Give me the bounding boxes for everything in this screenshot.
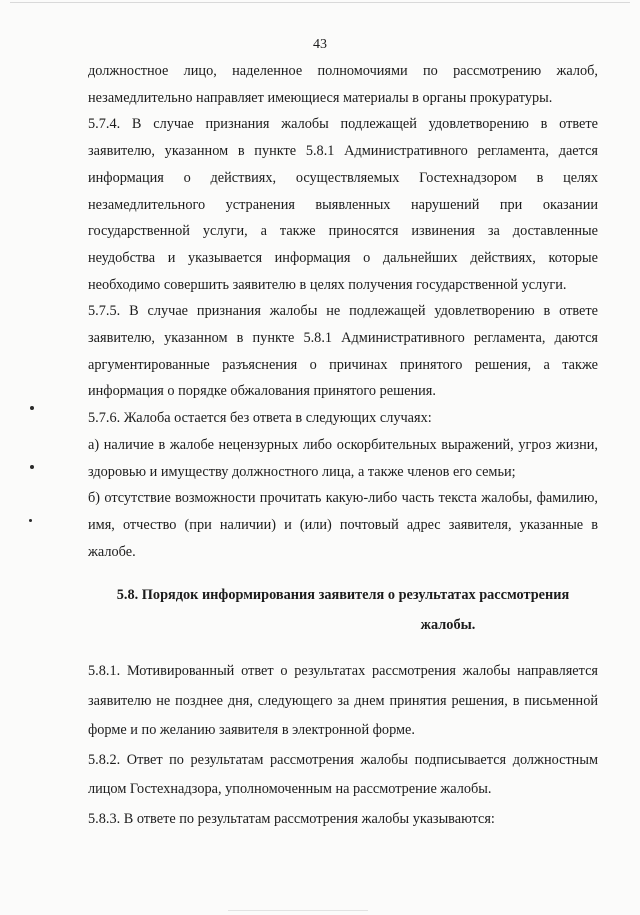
paragraph-5-8-2: 5.8.2. Ответ по результатам рассмотрения жалобы подписывается должностным лицом Гостехнадзора, уполномоченным на рассмотрение жалобы. <box>88 751 598 798</box>
paragraph-item-a: а) наличие в жалобе нецензурных либо оскорбительных выражений, угроз жизни, здоровью и имуществу должностного лица, а также членов его семьи; <box>88 436 598 480</box>
section-heading-line2: жалобы. <box>420 617 476 634</box>
paragraph-5-7-6: 5.7.6. Жалоба остается без ответа в следующих случаях: <box>88 410 432 427</box>
scan-speck <box>29 519 32 522</box>
bottom-scan-edge <box>228 910 368 911</box>
paragraph-5-8-1: 5.8.1. Мотивированный ответ о результатах рассмотрения жалобы направляется заявителю не позднее дня, следующего за днем принятия решения, в письменной форме и по желанию заявителя в электронной форме. <box>88 663 598 739</box>
paragraph-5-8-3: 5.8.3. В ответе по результатам рассмотрения жалобы указываются: <box>88 810 495 827</box>
section-heading-line1: 5.8. Порядок информирования заявителя о результатах рассмотрения <box>116 587 570 604</box>
page-number: 43 <box>313 37 327 52</box>
document-body <box>88 58 598 834</box>
paragraph-5-7-5: 5.7.5. В случае признания жалобы не подлежащей удовлетворению в ответе заявителю, указанном в пункте 5.8.1 Административного регламента, даются аргументированные разъяснения о причинах принятого решения, а также информация о порядке обжалования принятого решения. <box>88 303 598 400</box>
scan-speck <box>30 406 34 410</box>
section-5-8-body <box>88 657 598 834</box>
top-scan-edge <box>10 2 630 3</box>
paragraph-5-7-4: 5.7.4. В случае признания жалобы подлежащей удовлетворению в ответе заявителю, указанном в пункте 5.8.1 Административного регламента, дается информация о действиях, осуществляемых Гостехнадзором в целях незамедлительного устранения выявленных нарушений при оказании государственной услуги, а также приносятся извинения за доставленные неудобства и указывается информация о дальнейших действиях, которые необходимо совершить заявителю в целях получения государственной услуги. <box>88 116 598 293</box>
section-heading-5-8 <box>88 580 598 640</box>
scan-speck <box>30 465 34 469</box>
paragraph-continuation: должностное лицо, наделенное полномочиями по рассмотрению жалоб, незамедлительно направляет имеющиеся материалы в органы прокуратуры. <box>88 63 598 106</box>
paragraph-item-b: б) отсутствие возможности прочитать какую-либо часть текста жалобы, фамилию, имя, отчество (при наличии) и (или) почтовый адрес заявителя, указанные в жалобе. <box>88 490 598 560</box>
